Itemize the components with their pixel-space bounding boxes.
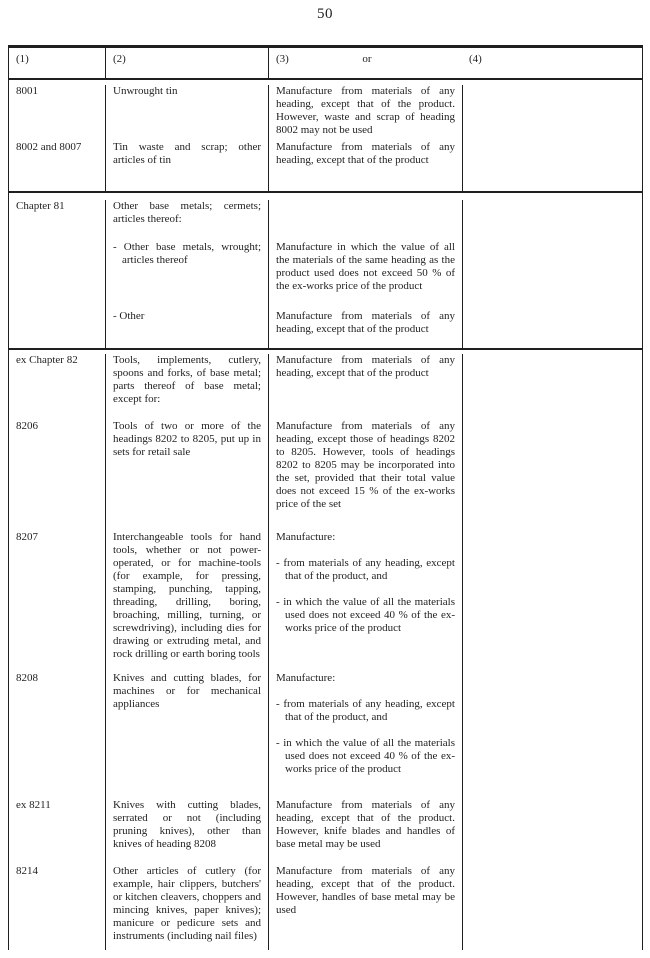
cell-col4-empty — [463, 200, 642, 241]
rule-text: Manufacture from materials of any heading, except that of the product. However, waste and scrap of heading 8002 may not be used — [276, 85, 455, 136]
cell-col4-empty — [463, 241, 642, 310]
header-col2 — [106, 48, 269, 78]
rule-text: Manufacture from materials of any heading, except that of the product. However, handles of base metal may be used — [276, 865, 455, 916]
cell-description — [106, 85, 269, 141]
cell-heading-code — [9, 241, 106, 310]
cell-rule — [269, 531, 463, 672]
cell-description — [106, 672, 269, 799]
header-col1 — [9, 48, 106, 78]
description-text: Tools of two or more of the headings 8202 to 8205, put up in sets for retail sale — [113, 420, 261, 458]
cell-description — [106, 865, 269, 950]
description-text: Interchangeable tools for hand tools, whether or not power-operated, or for machine-tools (for example, for pressing, stamping, punching, tapping, threading, drilling, boring, broaching, milling, turning, or screwdriving), including dies for drawing or extruding metal, and rock drilling or earth boring tools — [113, 531, 261, 660]
cell-rule — [269, 85, 463, 141]
description-text: - Other — [113, 310, 145, 322]
table-header-row — [9, 48, 642, 80]
rule-text: Manufacture from materials of any heading, except that of the product — [276, 141, 455, 166]
cell-rule — [269, 354, 463, 420]
description-text: Knives and cutting blades, for machines or for mechanical appliances — [113, 672, 261, 710]
rule-bullet: - in which the value of all the materials used does not exceed 40 % of the ex-works price of the product — [276, 737, 455, 775]
description-text: - Other base metals, wrought; articles thereof — [113, 241, 261, 266]
rule-text: Manufacture: — [276, 531, 336, 543]
table-section-tin — [9, 80, 642, 191]
cell-description — [106, 241, 269, 310]
cell-description — [106, 354, 269, 420]
page-number: 50 — [317, 6, 333, 22]
cell-rule — [269, 865, 463, 950]
rule-text: Manufacture in which the value of all the materials of the same heading as the product used does not exceed 50 % of the ex-works price of the product — [276, 241, 455, 292]
table-row-8207 — [9, 531, 642, 672]
table-row-chapter81-other — [9, 310, 642, 348]
table-row-ex-chapter82 — [9, 350, 642, 420]
cell-rule — [269, 799, 463, 865]
cell-rule — [269, 141, 463, 191]
heading-code: ex 8211 — [16, 799, 51, 811]
cell-description — [106, 799, 269, 865]
table-row-8002-8007 — [9, 141, 642, 191]
cell-heading-code — [9, 85, 106, 141]
header-col1-label: (1) — [16, 53, 29, 65]
header-or-label: or — [362, 53, 372, 65]
rule-text: Manufacture from materials of any heading, except those of headings 8202 to 8205. However, tools of headings 8202 to 8205 may be incorporated into the set, provided that their total value does not exceed 15 % of the ex-works price of the set — [276, 420, 455, 510]
cell-heading-code — [9, 531, 106, 672]
cell-rule — [269, 200, 463, 241]
table-section-chapter81 — [9, 191, 642, 348]
cell-rule — [269, 672, 463, 799]
origin-rules-table — [8, 45, 643, 950]
rule-bullet: - in which the value of all the materials used does not exceed 40 % of the ex-works price of the product — [276, 596, 455, 634]
cell-heading-code — [9, 865, 106, 950]
heading-code: Chapter 81 — [16, 200, 65, 212]
header-col4-label: (4) — [469, 53, 482, 65]
rule-bullet: - from materials of any heading, except that of the product, and — [276, 557, 455, 582]
cell-description — [106, 310, 269, 348]
table-row-chapter81 — [9, 193, 642, 241]
cell-col4-empty — [463, 420, 642, 531]
cell-description — [106, 531, 269, 672]
header-col2-label: (2) — [113, 53, 126, 65]
rule-text: Manufacture: — [276, 672, 336, 684]
table-row-ex-8211 — [9, 799, 642, 865]
cell-heading-code — [9, 799, 106, 865]
heading-code: 8207 — [16, 531, 38, 543]
cell-heading-code — [9, 354, 106, 420]
cell-col4-empty — [463, 531, 642, 672]
table-row-8208 — [9, 672, 642, 799]
description-text: Unwrought tin — [113, 85, 178, 97]
cell-col4-empty — [463, 354, 642, 420]
cell-description — [106, 141, 269, 191]
heading-code: 8206 — [16, 420, 38, 432]
cell-col4-empty — [463, 85, 642, 141]
cell-heading-code — [9, 672, 106, 799]
header-col3-col4-merged — [269, 48, 642, 78]
cell-col4-empty — [463, 141, 642, 191]
cell-heading-code — [9, 420, 106, 531]
cell-col4-empty — [463, 310, 642, 348]
cell-description — [106, 200, 269, 241]
heading-code: 8001 — [16, 85, 38, 97]
table-row-8001 — [9, 80, 642, 141]
cell-col4-empty — [463, 865, 642, 950]
cell-col4-empty — [463, 799, 642, 865]
cell-heading-code — [9, 141, 106, 191]
rule-text: Manufacture from materials of any heading, except that of the product — [276, 310, 455, 335]
description-text: Tin waste and scrap; other articles of tin — [113, 141, 261, 166]
description-text: Tools, implements, cutlery, spoons and forks, of base metal; parts thereof of base metal; except for: — [113, 354, 261, 405]
table-section-chapter82 — [9, 348, 642, 950]
heading-code: 8002 and 8007 — [16, 141, 82, 153]
table-row-8206 — [9, 420, 642, 531]
table-row-chapter81-wrought — [9, 241, 642, 310]
rule-text: Manufacture from materials of any heading, except that of the product — [276, 354, 455, 379]
cell-heading-code — [9, 310, 106, 348]
heading-code: ex Chapter 82 — [16, 354, 78, 366]
table-row-8214 — [9, 865, 642, 950]
cell-description — [106, 420, 269, 531]
rule-text: Manufacture from materials of any heading, except that of the product. However, knife blades and handles of base metal may be used — [276, 799, 455, 850]
description-text: Other base metals; cermets; articles thereof: — [113, 200, 261, 225]
cell-rule — [269, 420, 463, 531]
cell-col4-empty — [463, 672, 642, 799]
cell-rule — [269, 241, 463, 310]
description-text: Knives with cutting blades, serrated or not (including pruning knives), other than knives of heading 8208 — [113, 799, 261, 850]
heading-code: 8214 — [16, 865, 38, 877]
rule-bullet: - from materials of any heading, except that of the product, and — [276, 698, 455, 723]
header-col3-label: (3) — [276, 53, 289, 65]
heading-code: 8208 — [16, 672, 38, 684]
cell-rule — [269, 310, 463, 348]
cell-heading-code — [9, 200, 106, 241]
description-text: Other articles of cutlery (for example, hair clippers, butchers' or kitchen cleavers, choppers and mincing knives, paper knives); manicure or pedicure sets and instruments (including nail files) — [113, 865, 261, 942]
